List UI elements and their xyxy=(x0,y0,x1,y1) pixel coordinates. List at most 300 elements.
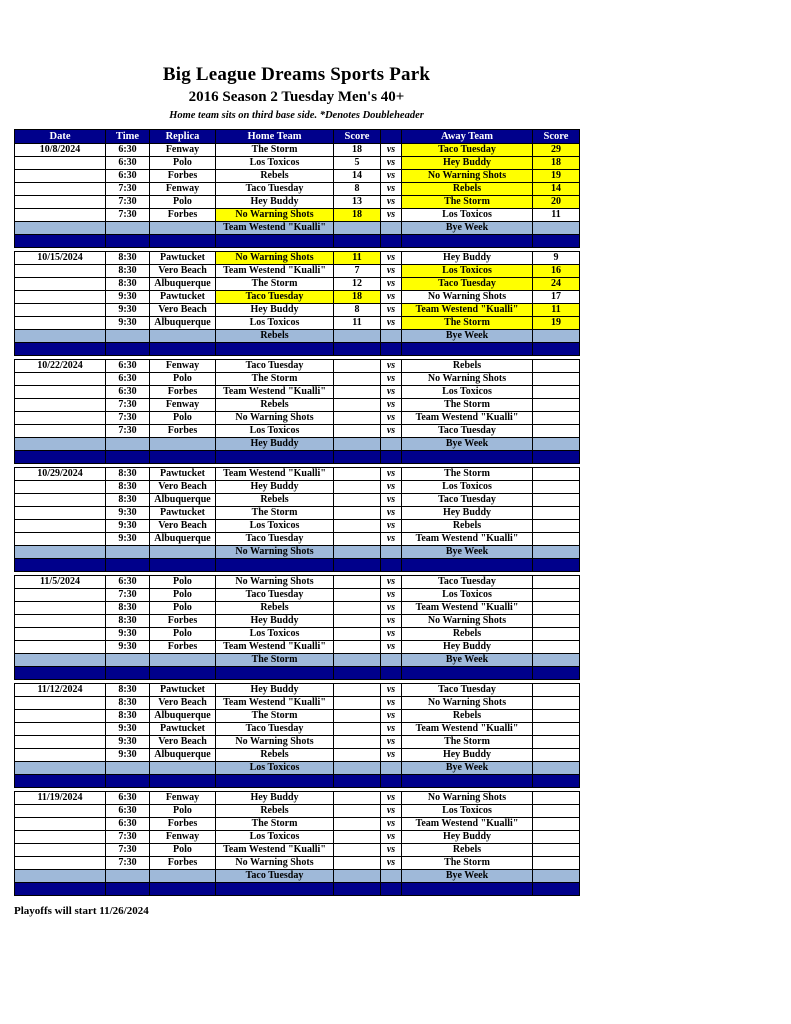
separator-cell xyxy=(150,451,216,464)
home-score-cell: 13 xyxy=(334,196,381,209)
away-team-cell: The Storm xyxy=(402,736,533,749)
separator-cell xyxy=(381,559,402,572)
home-team-cell: The Storm xyxy=(216,373,334,386)
away-score-cell: 17 xyxy=(533,291,580,304)
separator-cell xyxy=(533,451,580,464)
vs-cell: vs xyxy=(381,723,402,736)
home-score-cell xyxy=(334,736,381,749)
away-score-cell xyxy=(533,330,580,343)
home-score-cell xyxy=(334,805,381,818)
home-score-cell: 18 xyxy=(334,291,381,304)
date-cell xyxy=(15,399,106,412)
home-score-cell xyxy=(334,438,381,451)
home-team-cell: Hey Buddy xyxy=(216,196,334,209)
replica-cell: Forbes xyxy=(150,818,216,831)
replica-cell: Fenway xyxy=(150,360,216,373)
replica-cell: Vero Beach xyxy=(150,736,216,749)
home-score-cell xyxy=(334,399,381,412)
away-team-cell: The Storm xyxy=(402,399,533,412)
replica-cell: Pawtucket xyxy=(150,507,216,520)
time-cell: 9:30 xyxy=(106,317,150,330)
vs-cell: vs xyxy=(381,317,402,330)
vs-cell: vs xyxy=(381,481,402,494)
game-row xyxy=(15,615,580,628)
game-row xyxy=(15,736,580,749)
date-cell: 11/19/2024 xyxy=(15,792,106,805)
replica-cell: Polo xyxy=(150,602,216,615)
home-team-cell: No Warning Shots xyxy=(216,576,334,589)
time-cell: 8:30 xyxy=(106,697,150,710)
away-score-cell xyxy=(533,684,580,697)
time-cell: 6:30 xyxy=(106,792,150,805)
date-cell: 11/5/2024 xyxy=(15,576,106,589)
away-team-cell: Taco Tuesday xyxy=(402,425,533,438)
home-score-cell xyxy=(334,386,381,399)
vs-cell xyxy=(381,546,402,559)
home-score-cell: 11 xyxy=(334,252,381,265)
date-cell xyxy=(15,494,106,507)
replica-cell: Forbes xyxy=(150,209,216,222)
away-score-cell xyxy=(533,697,580,710)
home-score-cell xyxy=(334,792,381,805)
replica-cell xyxy=(150,654,216,667)
home-team-cell: Taco Tuesday xyxy=(216,291,334,304)
time-cell xyxy=(106,438,150,451)
away-score-cell xyxy=(533,386,580,399)
game-row xyxy=(15,857,580,870)
game-row xyxy=(15,373,580,386)
home-score-cell xyxy=(334,589,381,602)
separator-cell xyxy=(533,235,580,248)
replica-cell: Polo xyxy=(150,157,216,170)
home-team-cell: Team Westend "Kualli" xyxy=(216,468,334,481)
date-cell xyxy=(15,481,106,494)
separator-cell xyxy=(216,235,334,248)
replica-cell xyxy=(150,870,216,883)
home-score-cell xyxy=(334,494,381,507)
away-team-cell: Taco Tuesday xyxy=(402,576,533,589)
away-team-cell: Hey Buddy xyxy=(402,831,533,844)
date-cell xyxy=(15,762,106,775)
vs-cell: vs xyxy=(381,684,402,697)
home-score-cell xyxy=(334,468,381,481)
vs-cell: vs xyxy=(381,844,402,857)
away-team-cell: Los Toxicos xyxy=(402,209,533,222)
home-score-cell xyxy=(334,615,381,628)
date-cell: 10/29/2024 xyxy=(15,468,106,481)
date-cell xyxy=(15,818,106,831)
vs-cell: vs xyxy=(381,412,402,425)
bye-row xyxy=(15,438,580,451)
vs-cell xyxy=(381,762,402,775)
home-score-cell xyxy=(334,749,381,762)
time-cell: 8:30 xyxy=(106,481,150,494)
home-team-cell: No Warning Shots xyxy=(216,736,334,749)
week-separator-row xyxy=(15,775,580,788)
away-score-cell: 11 xyxy=(533,209,580,222)
vs-cell: vs xyxy=(381,792,402,805)
away-score-cell xyxy=(533,870,580,883)
game-row xyxy=(15,291,580,304)
separator-cell xyxy=(334,451,381,464)
vs-cell: vs xyxy=(381,144,402,157)
replica-cell: Fenway xyxy=(150,399,216,412)
separator-cell xyxy=(402,775,533,788)
home-team-cell: Rebels xyxy=(216,749,334,762)
time-cell xyxy=(106,222,150,235)
separator-cell xyxy=(15,883,106,896)
home-team-cell: The Storm xyxy=(216,144,334,157)
separator-cell xyxy=(150,559,216,572)
home-team-cell: Los Toxicos xyxy=(216,520,334,533)
away-score-cell xyxy=(533,641,580,654)
away-team-cell: Hey Buddy xyxy=(402,641,533,654)
date-cell xyxy=(15,209,106,222)
replica-cell: Polo xyxy=(150,589,216,602)
game-row xyxy=(15,507,580,520)
away-team-cell: Taco Tuesday xyxy=(402,684,533,697)
separator-cell xyxy=(533,559,580,572)
time-cell: 8:30 xyxy=(106,468,150,481)
separator-cell xyxy=(106,883,150,896)
home-score-cell: 5 xyxy=(334,157,381,170)
separator-cell xyxy=(15,559,106,572)
bye-team-cell: No Warning Shots xyxy=(216,546,334,559)
home-team-cell: Team Westend "Kualli" xyxy=(216,844,334,857)
away-score-cell xyxy=(533,615,580,628)
replica-cell: Vero Beach xyxy=(150,265,216,278)
away-team-cell: Rebels xyxy=(402,360,533,373)
page-title: Big League Dreams Sports Park xyxy=(162,64,431,85)
home-score-cell: 8 xyxy=(334,304,381,317)
vs-cell: vs xyxy=(381,602,402,615)
time-cell: 9:30 xyxy=(106,520,150,533)
replica-cell: Polo xyxy=(150,576,216,589)
separator-cell xyxy=(150,343,216,356)
away-score-cell xyxy=(533,546,580,559)
home-score-cell xyxy=(334,373,381,386)
time-cell: 9:30 xyxy=(106,507,150,520)
replica-cell: Polo xyxy=(150,412,216,425)
replica-cell xyxy=(150,762,216,775)
game-row xyxy=(15,209,580,222)
home-score-cell xyxy=(334,507,381,520)
vs-cell: vs xyxy=(381,196,402,209)
home-team-cell: Team Westend "Kualli" xyxy=(216,265,334,278)
home-team-cell: Hey Buddy xyxy=(216,792,334,805)
home-score-cell xyxy=(334,576,381,589)
game-row xyxy=(15,628,580,641)
time-cell xyxy=(106,870,150,883)
date-cell xyxy=(15,805,106,818)
away-score-cell xyxy=(533,425,580,438)
game-row xyxy=(15,723,580,736)
away-score-cell xyxy=(533,710,580,723)
replica-cell: Polo xyxy=(150,196,216,209)
time-cell: 6:30 xyxy=(106,170,150,183)
away-score-cell xyxy=(533,438,580,451)
vs-cell: vs xyxy=(381,749,402,762)
time-cell: 6:30 xyxy=(106,818,150,831)
away-team-cell: Rebels xyxy=(402,183,533,196)
game-row xyxy=(15,494,580,507)
header-away-team: Away Team xyxy=(402,130,533,144)
home-score-cell: 11 xyxy=(334,317,381,330)
time-cell: 7:30 xyxy=(106,183,150,196)
time-cell: 8:30 xyxy=(106,252,150,265)
game-row xyxy=(15,360,580,373)
bye-week-cell: Bye Week xyxy=(402,870,533,883)
separator-cell xyxy=(216,883,334,896)
date-cell: 10/15/2024 xyxy=(15,252,106,265)
away-team-cell: Team Westend "Kualli" xyxy=(402,533,533,546)
date-cell xyxy=(15,533,106,546)
game-row xyxy=(15,697,580,710)
separator-cell xyxy=(106,343,150,356)
replica-cell: Vero Beach xyxy=(150,304,216,317)
header-home-team: Home Team xyxy=(216,130,334,144)
separator-cell xyxy=(381,775,402,788)
separator-cell xyxy=(381,235,402,248)
date-cell xyxy=(15,183,106,196)
separator-cell xyxy=(381,343,402,356)
header-row xyxy=(15,130,580,144)
home-team-cell: Taco Tuesday xyxy=(216,589,334,602)
replica-cell: Fenway xyxy=(150,183,216,196)
vs-cell: vs xyxy=(381,520,402,533)
home-score-cell: 18 xyxy=(334,209,381,222)
time-cell: 8:30 xyxy=(106,265,150,278)
away-team-cell: The Storm xyxy=(402,196,533,209)
game-row xyxy=(15,144,580,157)
replica-cell: Fenway xyxy=(150,792,216,805)
vs-cell: vs xyxy=(381,805,402,818)
away-score-cell xyxy=(533,507,580,520)
separator-cell xyxy=(150,775,216,788)
away-score-cell xyxy=(533,373,580,386)
home-score-cell: 12 xyxy=(334,278,381,291)
date-cell xyxy=(15,222,106,235)
time-cell: 8:30 xyxy=(106,710,150,723)
replica-cell: Vero Beach xyxy=(150,697,216,710)
away-score-cell xyxy=(533,222,580,235)
replica-cell: Pawtucket xyxy=(150,291,216,304)
away-score-cell xyxy=(533,360,580,373)
separator-cell xyxy=(381,883,402,896)
bye-team-cell: Hey Buddy xyxy=(216,438,334,451)
time-cell: 7:30 xyxy=(106,425,150,438)
separator-cell xyxy=(533,343,580,356)
vs-cell: vs xyxy=(381,291,402,304)
date-cell xyxy=(15,278,106,291)
game-row xyxy=(15,520,580,533)
date-cell: 10/22/2024 xyxy=(15,360,106,373)
vs-cell: vs xyxy=(381,736,402,749)
separator-cell xyxy=(15,775,106,788)
game-row xyxy=(15,831,580,844)
home-team-cell: Rebels xyxy=(216,602,334,615)
away-score-cell xyxy=(533,494,580,507)
home-score-cell xyxy=(334,602,381,615)
home-team-cell: Rebels xyxy=(216,170,334,183)
separator-cell xyxy=(106,775,150,788)
away-team-cell: Los Toxicos xyxy=(402,805,533,818)
away-score-cell xyxy=(533,762,580,775)
away-team-cell: Los Toxicos xyxy=(402,386,533,399)
date-cell xyxy=(15,438,106,451)
date-cell xyxy=(15,870,106,883)
separator-cell xyxy=(334,235,381,248)
away-team-cell: No Warning Shots xyxy=(402,792,533,805)
game-row xyxy=(15,304,580,317)
replica-cell: Albuquerque xyxy=(150,710,216,723)
away-score-cell xyxy=(533,481,580,494)
replica-cell: Forbes xyxy=(150,386,216,399)
separator-cell xyxy=(402,235,533,248)
vs-cell: vs xyxy=(381,710,402,723)
game-row xyxy=(15,157,580,170)
bye-row xyxy=(15,870,580,883)
game-row xyxy=(15,818,580,831)
home-score-cell xyxy=(334,546,381,559)
time-cell: 7:30 xyxy=(106,857,150,870)
time-cell: 7:30 xyxy=(106,589,150,602)
home-team-cell: The Storm xyxy=(216,710,334,723)
away-team-cell: Rebels xyxy=(402,844,533,857)
replica-cell: Pawtucket xyxy=(150,252,216,265)
away-score-cell: 9 xyxy=(533,252,580,265)
away-score-cell: 24 xyxy=(533,278,580,291)
separator-cell xyxy=(216,775,334,788)
home-score-cell xyxy=(334,818,381,831)
date-cell xyxy=(15,317,106,330)
away-score-cell: 29 xyxy=(533,144,580,157)
date-cell xyxy=(15,615,106,628)
vs-cell: vs xyxy=(381,386,402,399)
bye-team-cell: Team Westend "Kualli" xyxy=(216,222,334,235)
vs-cell: vs xyxy=(381,615,402,628)
replica-cell: Fenway xyxy=(150,144,216,157)
separator-cell xyxy=(106,667,150,680)
home-team-cell: Los Toxicos xyxy=(216,425,334,438)
replica-cell: Polo xyxy=(150,373,216,386)
away-score-cell xyxy=(533,749,580,762)
game-row xyxy=(15,481,580,494)
away-score-cell xyxy=(533,602,580,615)
away-team-cell: The Storm xyxy=(402,468,533,481)
replica-cell xyxy=(150,330,216,343)
home-team-cell: Rebels xyxy=(216,399,334,412)
date-cell xyxy=(15,520,106,533)
away-score-cell xyxy=(533,805,580,818)
separator-cell xyxy=(381,667,402,680)
replica-cell: Albuquerque xyxy=(150,317,216,330)
bye-row xyxy=(15,762,580,775)
time-cell: 8:30 xyxy=(106,494,150,507)
home-score-cell xyxy=(334,684,381,697)
date-cell xyxy=(15,412,106,425)
replica-cell: Polo xyxy=(150,844,216,857)
date-cell xyxy=(15,157,106,170)
separator-cell xyxy=(15,235,106,248)
replica-cell: Albuquerque xyxy=(150,533,216,546)
vs-cell: vs xyxy=(381,494,402,507)
bye-team-cell: Los Toxicos xyxy=(216,762,334,775)
date-cell xyxy=(15,602,106,615)
vs-cell: vs xyxy=(381,628,402,641)
time-cell: 6:30 xyxy=(106,373,150,386)
vs-cell: vs xyxy=(381,818,402,831)
home-team-cell: Taco Tuesday xyxy=(216,183,334,196)
separator-cell xyxy=(334,775,381,788)
date-cell: 11/12/2024 xyxy=(15,684,106,697)
replica-cell: Forbes xyxy=(150,170,216,183)
home-team-cell: Hey Buddy xyxy=(216,304,334,317)
home-score-cell: 18 xyxy=(334,144,381,157)
home-score-cell xyxy=(334,533,381,546)
date-cell xyxy=(15,304,106,317)
game-row xyxy=(15,278,580,291)
home-score-cell xyxy=(334,481,381,494)
week-separator-row xyxy=(15,559,580,572)
game-row xyxy=(15,576,580,589)
game-row xyxy=(15,399,580,412)
date-cell xyxy=(15,641,106,654)
home-team-cell: Los Toxicos xyxy=(216,831,334,844)
separator-cell xyxy=(106,451,150,464)
game-row xyxy=(15,589,580,602)
week-separator-row xyxy=(15,343,580,356)
time-cell: 6:30 xyxy=(106,805,150,818)
home-score-cell xyxy=(334,330,381,343)
away-team-cell: Taco Tuesday xyxy=(402,494,533,507)
replica-cell xyxy=(150,546,216,559)
away-score-cell xyxy=(533,723,580,736)
separator-cell xyxy=(334,883,381,896)
time-cell: 9:30 xyxy=(106,533,150,546)
away-team-cell: No Warning Shots xyxy=(402,373,533,386)
away-team-cell: No Warning Shots xyxy=(402,170,533,183)
away-score-cell xyxy=(533,412,580,425)
separator-cell xyxy=(402,667,533,680)
away-team-cell: No Warning Shots xyxy=(402,697,533,710)
bye-team-cell: Taco Tuesday xyxy=(216,870,334,883)
away-score-cell xyxy=(533,589,580,602)
away-team-cell: The Storm xyxy=(402,317,533,330)
vs-cell: vs xyxy=(381,857,402,870)
week-separator-row xyxy=(15,883,580,896)
game-row xyxy=(15,252,580,265)
away-team-cell: Hey Buddy xyxy=(402,507,533,520)
header-away-score: Score xyxy=(533,130,580,144)
bye-week-cell: Bye Week xyxy=(402,222,533,235)
time-cell: 6:30 xyxy=(106,157,150,170)
away-score-cell: 18 xyxy=(533,157,580,170)
playoffs-footer: Playoffs will start 11/26/2024 xyxy=(14,905,149,917)
separator-cell xyxy=(15,667,106,680)
away-team-cell: Team Westend "Kualli" xyxy=(402,818,533,831)
separator-cell xyxy=(216,559,334,572)
separator-cell xyxy=(381,451,402,464)
game-row xyxy=(15,265,580,278)
vs-cell: vs xyxy=(381,170,402,183)
date-cell xyxy=(15,628,106,641)
vs-cell: vs xyxy=(381,507,402,520)
vs-cell: vs xyxy=(381,252,402,265)
vs-cell: vs xyxy=(381,533,402,546)
away-team-cell: Los Toxicos xyxy=(402,481,533,494)
away-team-cell: The Storm xyxy=(402,857,533,870)
